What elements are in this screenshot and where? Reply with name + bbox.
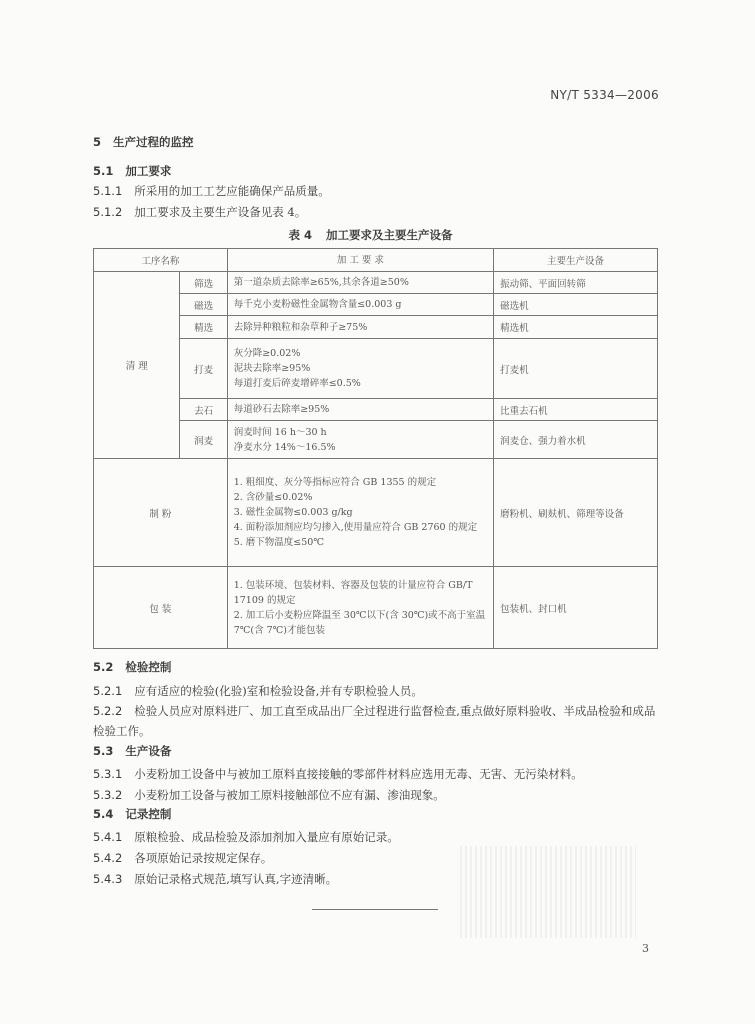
clause-5-4-2: 5.4.2 各项原始记录按规定保存。 bbox=[93, 851, 273, 865]
table-caption: 表 4 加工要求及主要生产设备 bbox=[288, 228, 453, 242]
equipment-cell: 振动筛、平面回转筛 bbox=[494, 272, 658, 294]
header-process: 工序名称 bbox=[94, 249, 228, 272]
requirement-cell: 第一道杂质去除率≥65%,其余各道≥50% bbox=[227, 272, 493, 294]
end-rule bbox=[312, 909, 438, 910]
clause-5-1-1: 5.1.1 所采用的加工工艺应能确保产品质量。 bbox=[93, 184, 330, 198]
subprocess-cell: 打麦 bbox=[180, 339, 227, 399]
processing-requirements-table bbox=[93, 248, 658, 649]
equipment-cell: 磁选机 bbox=[494, 294, 658, 316]
table-row bbox=[94, 459, 658, 567]
section-5-1-heading: 5.1 加工要求 bbox=[93, 164, 172, 178]
clause-5-3-2: 5.3.2 小麦粉加工设备与被加工原料接触部位不应有漏、渗油现象。 bbox=[93, 788, 445, 802]
equipment-cell: 磨粉机、刷麸机、筛理等设备 bbox=[494, 459, 658, 567]
clause-5-2-1: 5.2.1 应有适应的检验(化验)室和检验设备,并有专职检验人员。 bbox=[93, 684, 423, 698]
requirement-cell: 1. 粗细度、灰分等指标应符合 GB 1355 的规定 2. 含砂量≤0.02% 3. 磁性金属物≤0.003 g/kg 4. 面粉添加剂应均匀掺入,使用量应符合 GB 2760 的规定 5. 磨下物温度≤50℃ bbox=[227, 459, 493, 567]
equipment-cell: 包装机、封口机 bbox=[494, 567, 658, 649]
subprocess-cell: 精选 bbox=[180, 316, 227, 339]
subprocess-cell: 筛选 bbox=[180, 272, 227, 294]
requirement-cell: 润麦时间 16 h～30 h 净麦水分 14%～16.5% bbox=[227, 421, 493, 459]
page-number: 3 bbox=[642, 942, 649, 955]
equipment-cell: 打麦机 bbox=[494, 339, 658, 399]
section-5-2-heading: 5.2 检验控制 bbox=[93, 660, 172, 674]
section-5-heading: 5 生产过程的监控 bbox=[93, 135, 194, 149]
clause-5-4-1: 5.4.1 原粮检验、成品检验及添加剂加入量应有原始记录。 bbox=[93, 830, 399, 844]
requirement-cell: 每千克小麦粉磁性金属物含量≤0.003 g bbox=[227, 294, 493, 316]
section-5-4-heading: 5.4 记录控制 bbox=[93, 807, 172, 821]
process-packaging: 包 装 bbox=[94, 567, 228, 649]
clause-5-2-2: 5.2.2 检验人员应对原料进厂、加工直至成品出厂全过程进行监督检查,重点做好原料验收、半成品检验和成品检验工作。 bbox=[93, 704, 656, 738]
clause-5-3-1: 5.3.1 小麦粉加工设备中与被加工原料直接接触的零部件材料应选用无毒、无害、无污染材料。 bbox=[93, 767, 583, 781]
section-5-3-heading: 5.3 生产设备 bbox=[93, 744, 172, 758]
subprocess-cell: 去石 bbox=[180, 399, 227, 421]
process-cleaning: 清 理 bbox=[94, 272, 180, 459]
equipment-cell: 比重去石机 bbox=[494, 399, 658, 421]
requirement-cell: 去除异种粮粒和杂草种子≥75% bbox=[227, 316, 493, 339]
subprocess-cell: 磁选 bbox=[180, 294, 227, 316]
doc-code: NY/T 5334—2006 bbox=[550, 88, 659, 102]
table-row bbox=[94, 567, 658, 649]
table-header-row bbox=[94, 249, 658, 272]
requirement-cell: 1. 包装环境、包装材料、容器及包装的计量应符合 GB/T 17109 的规定 2. 加工后小麦粉应降温至 30℃以下(含 30℃)或不高于室温 7℃(含 7℃)才能包装 bbox=[227, 567, 493, 649]
header-equipment: 主要生产设备 bbox=[494, 249, 658, 272]
table-row bbox=[94, 272, 658, 294]
equipment-cell: 精选机 bbox=[494, 316, 658, 339]
equipment-cell: 润麦仓、强力着水机 bbox=[494, 421, 658, 459]
requirement-cell: 灰分降≥0.02% 泥块去除率≥95% 每道打麦后碎麦增碎率≤0.5% bbox=[227, 339, 493, 399]
process-milling: 制 粉 bbox=[94, 459, 228, 567]
faded-barcode-mark bbox=[460, 846, 636, 938]
clause-5-1-2: 5.1.2 加工要求及主要生产设备见表 4。 bbox=[93, 205, 307, 219]
subprocess-cell: 润麦 bbox=[180, 421, 227, 459]
clause-5-4-3: 5.4.3 原始记录格式规范,填写认真,字迹清晰。 bbox=[93, 872, 338, 886]
requirement-cell: 每道砂石去除率≥95% bbox=[227, 399, 493, 421]
header-requirement: 加 工 要 求 bbox=[227, 249, 493, 272]
